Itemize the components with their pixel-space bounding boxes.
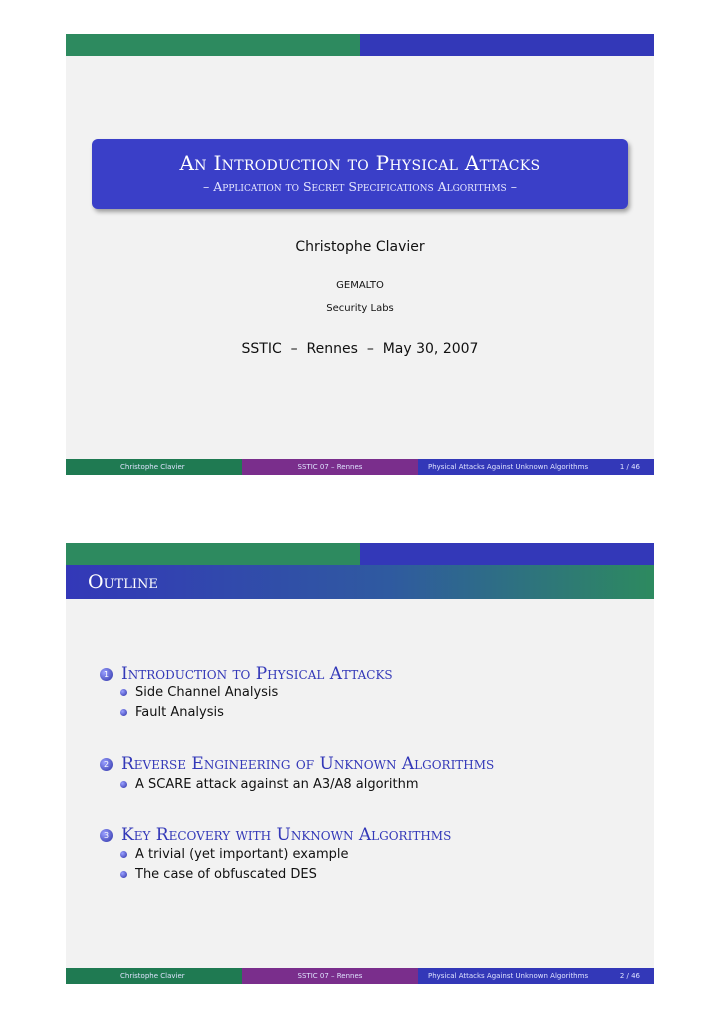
- bullet-icon: [120, 689, 127, 696]
- frame-title: Outline: [88, 571, 158, 593]
- section-title: Key Recovery with Unknown Algorithms: [121, 825, 452, 845]
- slide-title: [66, 34, 654, 475]
- footer-author: Christophe Clavier: [66, 968, 242, 984]
- title-box: [92, 139, 628, 209]
- section-heading: [100, 664, 393, 684]
- section-number: 2: [100, 758, 113, 771]
- section-number: 1: [100, 668, 113, 681]
- bullet-icon: [120, 709, 127, 716]
- list-item: Side Channel Analysis: [120, 685, 278, 700]
- bullet-icon: [120, 781, 127, 788]
- list-item: The case of obfuscated DES: [120, 867, 317, 882]
- author-name: Christophe Clavier: [295, 239, 425, 255]
- section-heading: [100, 754, 494, 774]
- list-item: Fault Analysis: [120, 705, 224, 720]
- footer-author: Christophe Clavier: [66, 459, 242, 475]
- frame-header: [66, 565, 654, 599]
- footer-page: 2 / 46: [619, 972, 640, 980]
- top-bar: [66, 34, 654, 56]
- footer-page: 1 / 46: [619, 463, 640, 471]
- footer-title: Physical Attacks Against Unknown Algorithms: [428, 972, 589, 980]
- footer-title-page: [418, 459, 654, 475]
- list-item: A SCARE attack against an A3/A8 algorithm: [120, 777, 419, 792]
- slide-outline: [66, 543, 654, 984]
- footer-title-page: [418, 968, 654, 984]
- list-item: A trivial (yet important) example: [120, 847, 348, 862]
- footer-event: SSTIC 07 – Rennes: [242, 968, 418, 984]
- section-title: Introduction to Physical Attacks: [121, 664, 393, 684]
- institute-name: GEMALTO: [336, 280, 384, 291]
- footer-bar: [66, 459, 654, 475]
- top-bar: [66, 543, 654, 565]
- conference-info: SSTIC – Rennes – May 30, 2007: [241, 341, 479, 357]
- bullet-icon: [120, 851, 127, 858]
- section-title: Reverse Engineering of Unknown Algorithms: [121, 754, 495, 774]
- presentation-subtitle: – Application to Secret Specifications Algorithms –: [203, 179, 517, 194]
- presentation-title: An Introduction to Physical Attacks: [179, 151, 541, 175]
- institute-dept: Security Labs: [326, 303, 394, 314]
- section-number: 3: [100, 829, 113, 842]
- footer-event: SSTIC 07 – Rennes: [242, 459, 418, 475]
- footer-bar: [66, 968, 654, 984]
- footer-title: Physical Attacks Against Unknown Algorithms: [428, 463, 589, 471]
- bullet-icon: [120, 871, 127, 878]
- section-heading: [100, 825, 451, 845]
